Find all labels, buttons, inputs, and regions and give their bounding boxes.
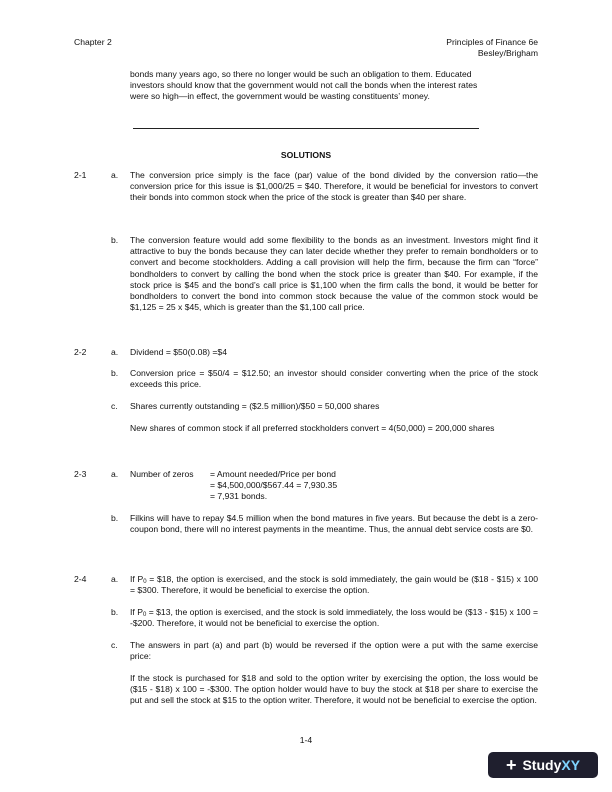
calc-line: = Amount needed/Price per bond [210, 469, 336, 479]
brand-logo [522, 758, 580, 772]
intro-paragraph [130, 69, 538, 103]
subscript: 0 [142, 612, 147, 618]
answer-text: Dividend = $50(0.08) =$4 [130, 347, 227, 357]
header-book-title: Principles of Finance 6e [446, 37, 538, 47]
problem-number: 2-4 [74, 574, 87, 584]
plus-icon: + [505, 755, 517, 775]
problem-number: 2-2 [74, 347, 87, 357]
part-letter: c. [111, 640, 118, 650]
part-letter: a. [111, 469, 119, 479]
answer-text-start: If P [130, 607, 143, 617]
problem-number: 2-3 [74, 469, 87, 479]
part-letter: b. [111, 368, 119, 378]
intro-line: bonds many years ago, so there no longer would be such an obligation to them. Educated [130, 69, 472, 79]
part-letter: b. [111, 235, 119, 245]
header-book-info [446, 37, 538, 59]
part-letter: a. [111, 574, 119, 584]
part-letter: b. [111, 607, 119, 617]
answer-text-rest: = $13, the option is exercised, and the stock is sold immediately, the loss would be ($13 - $15) x 100 = -$200. Therefore, it would not be beneficial to exercise the option. [130, 607, 538, 629]
intro-line: investors should know that the government would not call the bonds when the interest rates [130, 80, 478, 91]
answer-text [130, 607, 538, 629]
answer-text: If the stock is purchased for $18 and sold to the option writer by exercising the option, the loss would be ($15 - $18) x 100 = -$300. The option holder would have to buy the stock at $18 per share to exercise the put and sell the stock at $15 to the option writer. Therefore, it would not be beneficial to exercise the option. [130, 673, 538, 706]
brand-main: Study [522, 757, 562, 773]
answer-text [130, 574, 538, 596]
header-chapter: Chapter 2 [74, 37, 112, 47]
answer-text: The conversion feature would add some flexibility to the bonds as an investment. Investors might find it attractive to buy the bonds because they can later decide whether they prefer to remain bondholders or to convert and become stockholders. Adding a call provision will help the firm, because the firm can “force” bondholders to convert by calling the bond when the stock price is greater than $40. For example, if the stock price is $45 and the bond’s call price is $1,100 when the firm calls the bond, it would be better for bondholders to convert the bond into common stock because the value of the common stock would be $1,125 = 25 x $45, which is greater than the $1,100 call price. [130, 235, 538, 313]
answer-text-start: If P [130, 574, 144, 584]
answer-text: New shares of common stock if all preferred stockholders convert = 4(50,000) = 200,000 shares [130, 423, 495, 433]
part-letter: b. [111, 513, 119, 523]
problem-number: 2-1 [74, 170, 87, 180]
section-title: SOLUTIONS [280, 150, 332, 160]
calc-line: = 7,931 bonds. [210, 491, 268, 501]
calc-line: = $4,500,000/$567.44 = 7,930.35 [210, 480, 338, 490]
subscript: 0 [143, 579, 147, 585]
header-authors: Besley/Brigham [477, 48, 538, 59]
part-letter: a. [111, 347, 119, 357]
section-divider [133, 128, 479, 129]
answer-text: Conversion price = $50/4 = $12.50; an investor should consider converting when the price of the stock exceeds this price. [130, 368, 538, 390]
part-letter: a. [111, 170, 119, 180]
answer-text: Filkins will have to repay $4.5 million when the bond matures in five years. But because the debt is a zero-coupon bond, there will no interest payments in the meantime. Thus, the annual debt service costs are $0. [130, 513, 538, 535]
page-number: 1-4 [299, 735, 313, 745]
answer-text: Shares currently outstanding = ($2.5 million)/$50 = 50,000 shares [130, 401, 380, 411]
studyxy-badge[interactable] [488, 752, 598, 778]
answer-text-rest: = $18, the option is exercised, and the stock is sold immediately, the gain would be ($18 - $15) x 100 = $300. Therefore, it would be beneficial to exercise the option. [130, 574, 538, 596]
part-letter: c. [111, 401, 118, 411]
intro-line: were so high—in effect, the government would be wasting constituents’ money. [130, 91, 430, 102]
calc-label: Number of zeros [130, 469, 194, 479]
brand-accent: XY [561, 757, 581, 773]
answer-text: The answers in part (a) and part (b) would be reversed if the option were a put with the same exercise price: [130, 640, 538, 662]
answer-text: The conversion price simply is the face (par) value of the bond divided by the conversion ratio—the conversion price for this issue is $1,000/25 = $40. Therefore, it would be beneficial for investors to convert their bonds into common stock when the price of the stock is greater than $40 per share. [130, 170, 538, 203]
